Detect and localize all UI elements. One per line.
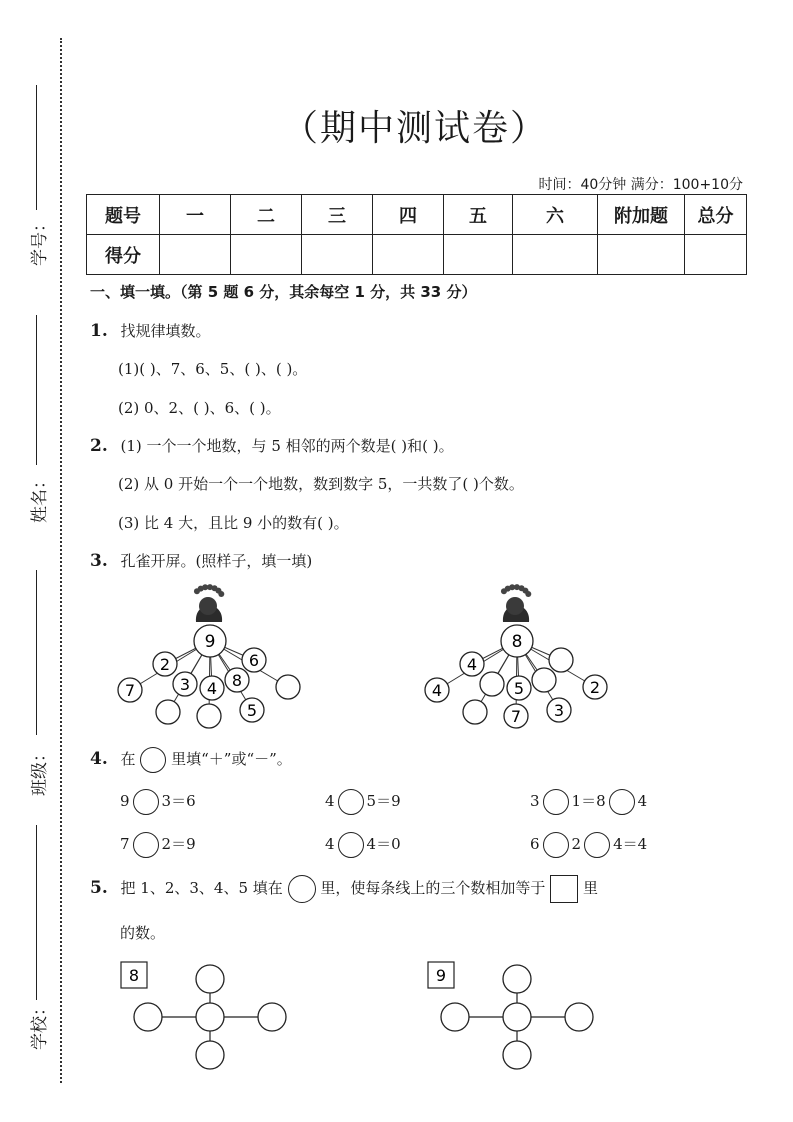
q4-item: [530, 832, 647, 858]
q4-item: [325, 832, 401, 858]
q1-part-b: (2) 0、2、( )、6、( )。: [118, 399, 281, 417]
q4-item: [120, 832, 196, 858]
peacock-node-number: 5: [513, 679, 525, 698]
question-text: 把 1、2、3、4、5 填在: [120, 879, 283, 897]
name-line: [36, 315, 37, 465]
header-cell: 一: [160, 195, 231, 235]
peacock-node-number: 4: [466, 655, 478, 674]
answer-circle[interactable]: [543, 789, 569, 815]
operand: 4: [325, 792, 335, 810]
answer-circle[interactable]: [140, 747, 166, 773]
equation-tail: 1＝8: [571, 792, 606, 810]
peacock-node-number: 4: [206, 679, 218, 698]
class-label: 班级：: [30, 745, 50, 796]
operand: 4: [325, 835, 335, 853]
question-number: 4.: [90, 749, 108, 769]
question-1: [90, 320, 211, 341]
peacock-node-circle[interactable]: [197, 704, 221, 728]
q1-part-a: (1)( )、7、6、5、( )、( )。: [118, 360, 308, 378]
peacock-node-number: 7: [124, 681, 136, 700]
cross-answer-circle[interactable]: [441, 1003, 469, 1031]
q2-part-a: (1) 一个一个地数，与 5 相邻的两个数是( )和( )。: [120, 437, 454, 455]
header-cell: 六: [513, 195, 598, 235]
student-id-label: 学号：: [30, 215, 50, 266]
peacock-node-number: 4: [431, 681, 443, 700]
peacock-center-number: 8: [511, 632, 523, 652]
question-5: [90, 875, 598, 903]
school-label: 学校：: [30, 999, 50, 1050]
peacock-node-circle[interactable]: [480, 672, 504, 696]
cross-answer-circle[interactable]: [258, 1003, 286, 1031]
cross-diagram-2: [428, 962, 593, 1069]
q4-item: [325, 789, 401, 815]
question-3: [90, 550, 312, 571]
question-text: 里填“＋”或“－”。: [171, 750, 292, 768]
exam-meta: 时间：40分钟 满分：100+10分: [538, 177, 743, 193]
question-2: [90, 435, 454, 456]
operand: 9: [120, 792, 130, 810]
peacock-crest-icon: [506, 597, 524, 615]
answer-circle[interactable]: [338, 832, 364, 858]
header-cell: 二: [231, 195, 302, 235]
peacock-node-number: 3: [179, 675, 191, 694]
operand: 2: [571, 835, 582, 853]
cross-answer-circle[interactable]: [196, 965, 224, 993]
header-cell: 五: [444, 195, 513, 235]
cross-answer-circle[interactable]: [196, 1003, 224, 1031]
operand: 3: [530, 792, 540, 810]
operand: 6: [530, 835, 540, 853]
q4-item: [530, 789, 647, 815]
cross-answer-circle[interactable]: [503, 965, 531, 993]
q5-continuation: 的数。: [120, 924, 166, 942]
q2-part-b: (2) 从 0 开始一个一个地数，数到数字 5，一共数了( )个数。: [118, 475, 524, 493]
answer-circle[interactable]: [133, 789, 159, 815]
cross-answer-circle[interactable]: [134, 1003, 162, 1031]
answer-circle[interactable]: [133, 832, 159, 858]
peacock-diagram-1: [118, 584, 300, 728]
equation-tail: 4＝4: [613, 835, 648, 853]
target-sum-number: 8: [128, 966, 140, 985]
peacock-node-number: 7: [510, 707, 522, 726]
answer-circle[interactable]: [543, 832, 569, 858]
header-cell: 四: [373, 195, 444, 235]
peacock-node-number: 6: [248, 651, 260, 670]
cross-answer-circle[interactable]: [196, 1041, 224, 1069]
score-header-row: [87, 195, 747, 235]
row-label: 得分: [87, 235, 160, 275]
answer-circle[interactable]: [584, 832, 610, 858]
cross-answer-circle[interactable]: [565, 1003, 593, 1031]
score-cell[interactable]: [444, 235, 513, 275]
score-cell[interactable]: [373, 235, 444, 275]
page-title: （期中测试卷）: [281, 108, 548, 149]
question-number: 2.: [90, 436, 108, 456]
peacock-node-circle[interactable]: [156, 700, 180, 724]
peacock-node-number: 2: [589, 678, 601, 697]
score-table: [86, 194, 747, 275]
q2-part-c: (3) 比 4 大，且比 9 小的数有( )。: [118, 514, 349, 532]
question-text: 里: [582, 879, 598, 897]
operand: 4: [637, 792, 648, 810]
header-cell: 附加题: [598, 195, 685, 235]
equation-tail: 4＝0: [366, 835, 401, 853]
operand: 7: [120, 835, 130, 853]
peacock-node-number: 8: [231, 671, 243, 690]
question-4: [90, 747, 292, 773]
cross-answer-circle[interactable]: [503, 1003, 531, 1031]
peacock-node-number: 3: [553, 701, 565, 720]
q4-item: [120, 789, 196, 815]
question-text: 里，使每条线上的三个数相加等于: [320, 879, 546, 897]
peacock-node-number: 2: [159, 655, 171, 674]
cross-answer-circle[interactable]: [503, 1041, 531, 1069]
equation-tail: 2＝9: [161, 835, 196, 853]
question-text: 找规律填数。: [120, 322, 211, 340]
score-cell[interactable]: [160, 235, 231, 275]
score-cell[interactable]: [231, 235, 302, 275]
peacock-node-number: 5: [246, 701, 258, 720]
question-text: 孔雀开屏。(照样子，填一填): [120, 552, 313, 570]
peacock-feather-icon: [218, 591, 224, 597]
peacock-node-circle[interactable]: [276, 675, 300, 699]
peacock-node-circle[interactable]: [549, 648, 573, 672]
question-number: 3.: [90, 551, 108, 571]
answer-circle[interactable]: [609, 789, 635, 815]
peacock-node-circle[interactable]: [463, 700, 487, 724]
score-cell[interactable]: [513, 235, 598, 275]
peacock-diagram-2: [425, 584, 607, 728]
cross-diagrams: [0, 950, 793, 1080]
score-cell[interactable]: [685, 235, 747, 275]
peacock-center-number: 9: [204, 632, 216, 652]
header-cell: 总分: [685, 195, 747, 235]
equation-tail: 3＝6: [161, 792, 196, 810]
peacock-crest-icon: [199, 597, 217, 615]
score-cell[interactable]: [302, 235, 373, 275]
section-heading: 一、填一填。（第 5 题 6 分，其余每空 1 分，共 33 分）: [90, 283, 477, 301]
question-text: 在: [120, 750, 136, 768]
header-cell: 三: [302, 195, 373, 235]
answer-circle: [288, 875, 316, 903]
answer-circle[interactable]: [338, 789, 364, 815]
answer-square: [550, 875, 578, 903]
binding-dotted-line: [60, 38, 62, 1083]
header-cell: 题号: [87, 195, 160, 235]
target-sum-number: 9: [435, 966, 447, 985]
name-label: 姓名：: [30, 472, 50, 523]
peacock-node-circle[interactable]: [532, 668, 556, 692]
score-cell[interactable]: [598, 235, 685, 275]
question-number: 1.: [90, 321, 108, 341]
peacock-diagrams: [0, 580, 793, 740]
cross-diagram-1: [121, 962, 286, 1069]
equation-tail: 5＝9: [366, 792, 401, 810]
peacock-feather-icon: [525, 591, 531, 597]
score-value-row: [87, 235, 747, 275]
question-number: 5.: [90, 878, 108, 898]
